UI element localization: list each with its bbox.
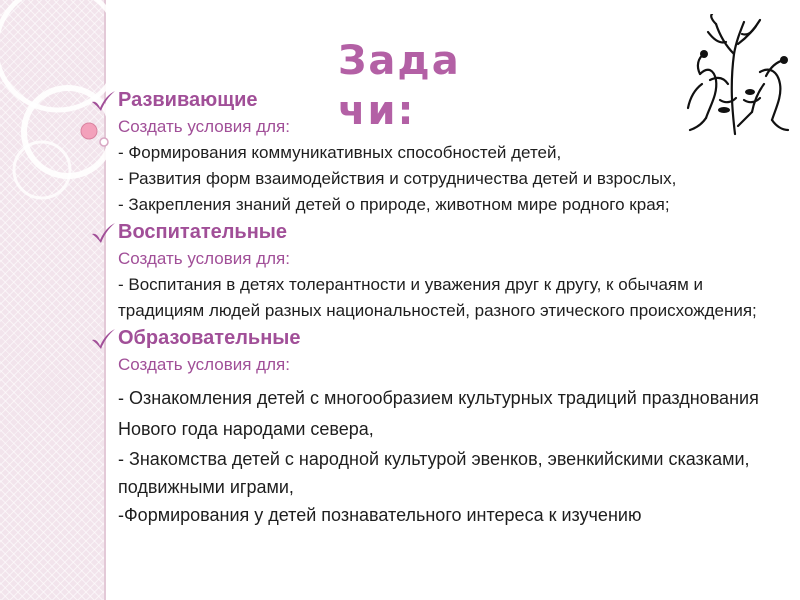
checkmark-icon [90,90,116,112]
list-item: - Формирования коммуникативных способностей детей, [118,143,562,162]
section-sub-label: Создать условия для: [118,117,290,136]
section-heading [90,218,780,246]
section-heading-label: Образовательные [118,327,301,349]
task-list [90,86,780,529]
section-sub-label: Создать условия для: [118,355,290,374]
list-item: - Ознакомления детей с многообразием культурных традиций празднования Нового года народами севера, [118,388,759,439]
checkmark-icon [90,222,116,244]
section-heading-label: Воспитательные [118,221,288,243]
section-heading [90,324,780,352]
section-heading-label: Развивающие [118,89,258,111]
list-item: - Развития форм взаимодействия и сотрудничества детей и взрослых, [118,169,677,188]
slide-title: Задачи: [338,38,461,134]
list-item: - Воспитания в детях толерантности и уважения друг к другу, к обычаям и традициям людей разных национальностей, разного этического происхождения; [118,275,757,320]
section-heading [90,86,780,114]
list-item: - Знакомства детей с народной культурой эвенков, эвенкийскими сказками, подвижными играми, [118,449,750,497]
checkmark-icon [90,328,116,350]
list-item: - Закрепления знаний детей о природе, животном мире родного края; [118,195,670,214]
section-learning [90,324,780,529]
section-sub-label: Создать условия для: [118,249,290,268]
list-item: -Формирования у детей познавательного интереса к изучению [118,505,642,525]
section-developing [90,86,780,218]
section-educational-upbringing [90,218,780,324]
